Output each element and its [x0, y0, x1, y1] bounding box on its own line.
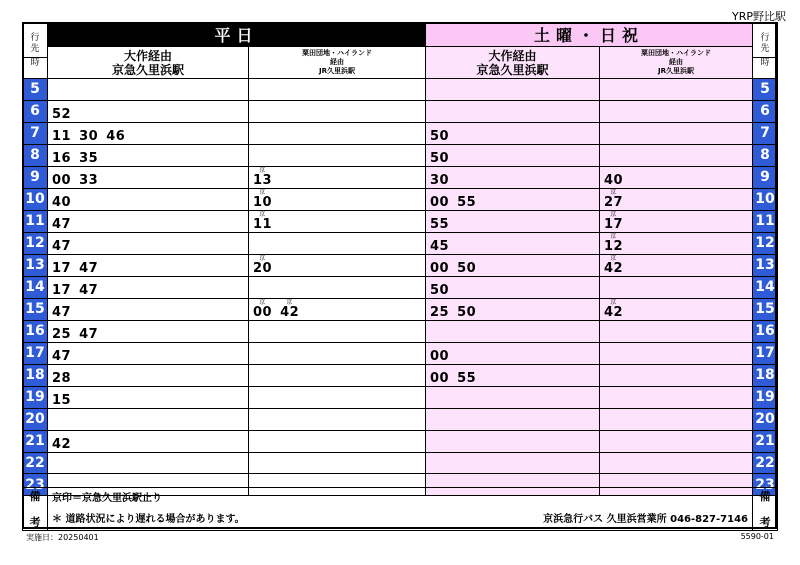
destination-mark: 京	[610, 188, 617, 196]
departure-minute: 47	[52, 216, 72, 232]
departure-minute: 12	[604, 238, 624, 254]
hour-label-right: 11	[753, 210, 778, 232]
hour-label-right: 18	[753, 364, 778, 386]
hour-label-right: 13	[753, 254, 778, 276]
destination-mark: 京	[259, 298, 266, 306]
departure-minute: 50	[430, 128, 450, 144]
destination-mark: 京	[259, 188, 266, 196]
departure-minute: 42	[52, 436, 72, 452]
departure-minute: 30	[430, 172, 450, 188]
hour-label-right: 8	[753, 144, 778, 166]
hour-label-left: 8	[23, 144, 48, 166]
destination-mark: 京	[610, 232, 617, 240]
weekday-route-alt: 粟田団地・ハイランド 経由 JR久里浜駅	[249, 47, 426, 79]
departure-minute: 00	[430, 370, 450, 386]
departure-minute: 20	[253, 260, 273, 276]
departure-minute: 33	[79, 172, 99, 188]
hour-label-right: 23	[753, 474, 778, 496]
departure-minute: 55	[457, 370, 477, 386]
departure-minute: 00	[430, 260, 450, 276]
corner-label-left: 行 先 時	[23, 23, 48, 79]
hour-label-left: 20	[23, 408, 48, 430]
departure-minute: 47	[52, 238, 72, 254]
hour-label-left: 22	[23, 452, 48, 474]
hour-label-left: 7	[23, 122, 48, 144]
departure-minute: 00	[430, 348, 450, 364]
station-name: YRP野比駅	[732, 10, 786, 23]
timetable-frame	[22, 22, 777, 529]
destination-mark: 京	[610, 254, 617, 262]
departure-minute: 28	[52, 370, 72, 386]
destination-mark: 京	[610, 210, 617, 218]
hour-label-right: 19	[753, 386, 778, 408]
departure-minute: 50	[457, 260, 477, 276]
departure-minute: 17	[52, 260, 72, 276]
hour-label-right: 6	[753, 100, 778, 122]
hour-label-left: 12	[23, 232, 48, 254]
hour-label-right: 17	[753, 342, 778, 364]
hour-label-right: 16	[753, 320, 778, 342]
weekend-route-main: 大作経由 京急久里浜駅	[426, 47, 600, 79]
hour-label-left: 5	[23, 79, 48, 101]
corner-label-right: 行 先 時	[753, 23, 778, 79]
departure-minute: 46	[106, 128, 126, 144]
hour-label-right: 7	[753, 122, 778, 144]
hour-label-right: 10	[753, 188, 778, 210]
hour-label-left: 19	[23, 386, 48, 408]
departure-minute: 17	[604, 216, 624, 232]
departure-minute: 42	[280, 304, 300, 320]
hour-label-left: 13	[23, 254, 48, 276]
hour-label-left: 17	[23, 342, 48, 364]
destination-mark: 京	[286, 298, 293, 306]
remark-note-2: ＊ 道路状況により遅れる場合があります。	[52, 514, 245, 525]
hour-label-left: 16	[23, 320, 48, 342]
hour-label-right: 14	[753, 276, 778, 298]
destination-mark: 京	[259, 166, 266, 174]
destination-mark: 京	[259, 210, 266, 218]
hour-label-left: 23	[23, 474, 48, 496]
departure-minute: 13	[253, 172, 273, 188]
remark-note-1: 京印＝京急久里浜駅止り	[52, 493, 162, 504]
departure-minute: 50	[430, 150, 450, 166]
departure-minute: 00	[52, 172, 72, 188]
departure-minute: 42	[604, 260, 624, 276]
departure-minute: 47	[79, 260, 99, 276]
hour-label-left: 15	[23, 298, 48, 320]
remarks-label-right: 備 考	[753, 488, 778, 531]
hour-label-right: 5	[753, 79, 778, 101]
hour-label-right: 22	[753, 452, 778, 474]
departure-minute: 27	[604, 194, 624, 210]
departure-minute: 47	[52, 304, 72, 320]
hour-label-left: 6	[23, 100, 48, 122]
hour-label-right: 15	[753, 298, 778, 320]
departure-minute: 25	[52, 326, 72, 342]
effective-date: 実施日：20250401	[26, 533, 99, 542]
hour-label-left: 10	[23, 188, 48, 210]
hour-label-left: 14	[23, 276, 48, 298]
hour-label-right: 20	[753, 408, 778, 430]
departure-minute: 45	[430, 238, 450, 254]
hour-label-right: 12	[753, 232, 778, 254]
destination-mark: 京	[610, 298, 617, 306]
departure-minute: 16	[52, 150, 72, 166]
hour-label-right: 9	[753, 166, 778, 188]
weekend-title: 土曜・日祝	[426, 23, 753, 47]
departure-minute: 47	[79, 282, 99, 298]
departure-minute: 47	[52, 348, 72, 364]
departure-minute: 00	[253, 304, 273, 320]
departure-minute: 55	[430, 216, 450, 232]
weekday-title: 平日	[48, 23, 426, 47]
departure-minute: 55	[457, 194, 477, 210]
destination-mark: 京	[259, 254, 266, 262]
weekday-route-main: 大作経由 京急久里浜駅	[48, 47, 249, 79]
weekend-route-alt: 粟田団地・ハイランド 経由 JR久里浜駅	[600, 47, 753, 79]
remarks-label-left: 備 考	[23, 488, 48, 531]
departure-minute: 40	[52, 194, 72, 210]
operator-info: 京浜急行バス 久里浜営業所 046-827-7146	[543, 514, 748, 525]
departure-minute: 00	[430, 194, 450, 210]
hour-label-left: 21	[23, 430, 48, 452]
departure-minute: 42	[604, 304, 624, 320]
departure-minute: 47	[79, 326, 99, 342]
hour-label-right: 21	[753, 430, 778, 452]
hour-label-left: 9	[23, 166, 48, 188]
departure-minute: 40	[604, 172, 624, 188]
departure-minute: 11	[52, 128, 72, 144]
departure-minute: 11	[253, 216, 273, 232]
departure-minute: 30	[79, 128, 99, 144]
departure-minute: 35	[79, 150, 99, 166]
departure-minute: 15	[52, 392, 72, 408]
departure-minute: 52	[52, 106, 72, 122]
hour-label-left: 11	[23, 210, 48, 232]
departure-minute: 50	[457, 304, 477, 320]
departure-minute: 17	[52, 282, 72, 298]
departure-minute: 25	[430, 304, 450, 320]
departure-minute: 10	[253, 194, 273, 210]
hour-label-left: 18	[23, 364, 48, 386]
departure-minute: 50	[430, 282, 450, 298]
document-code: 5590-01	[740, 532, 774, 541]
